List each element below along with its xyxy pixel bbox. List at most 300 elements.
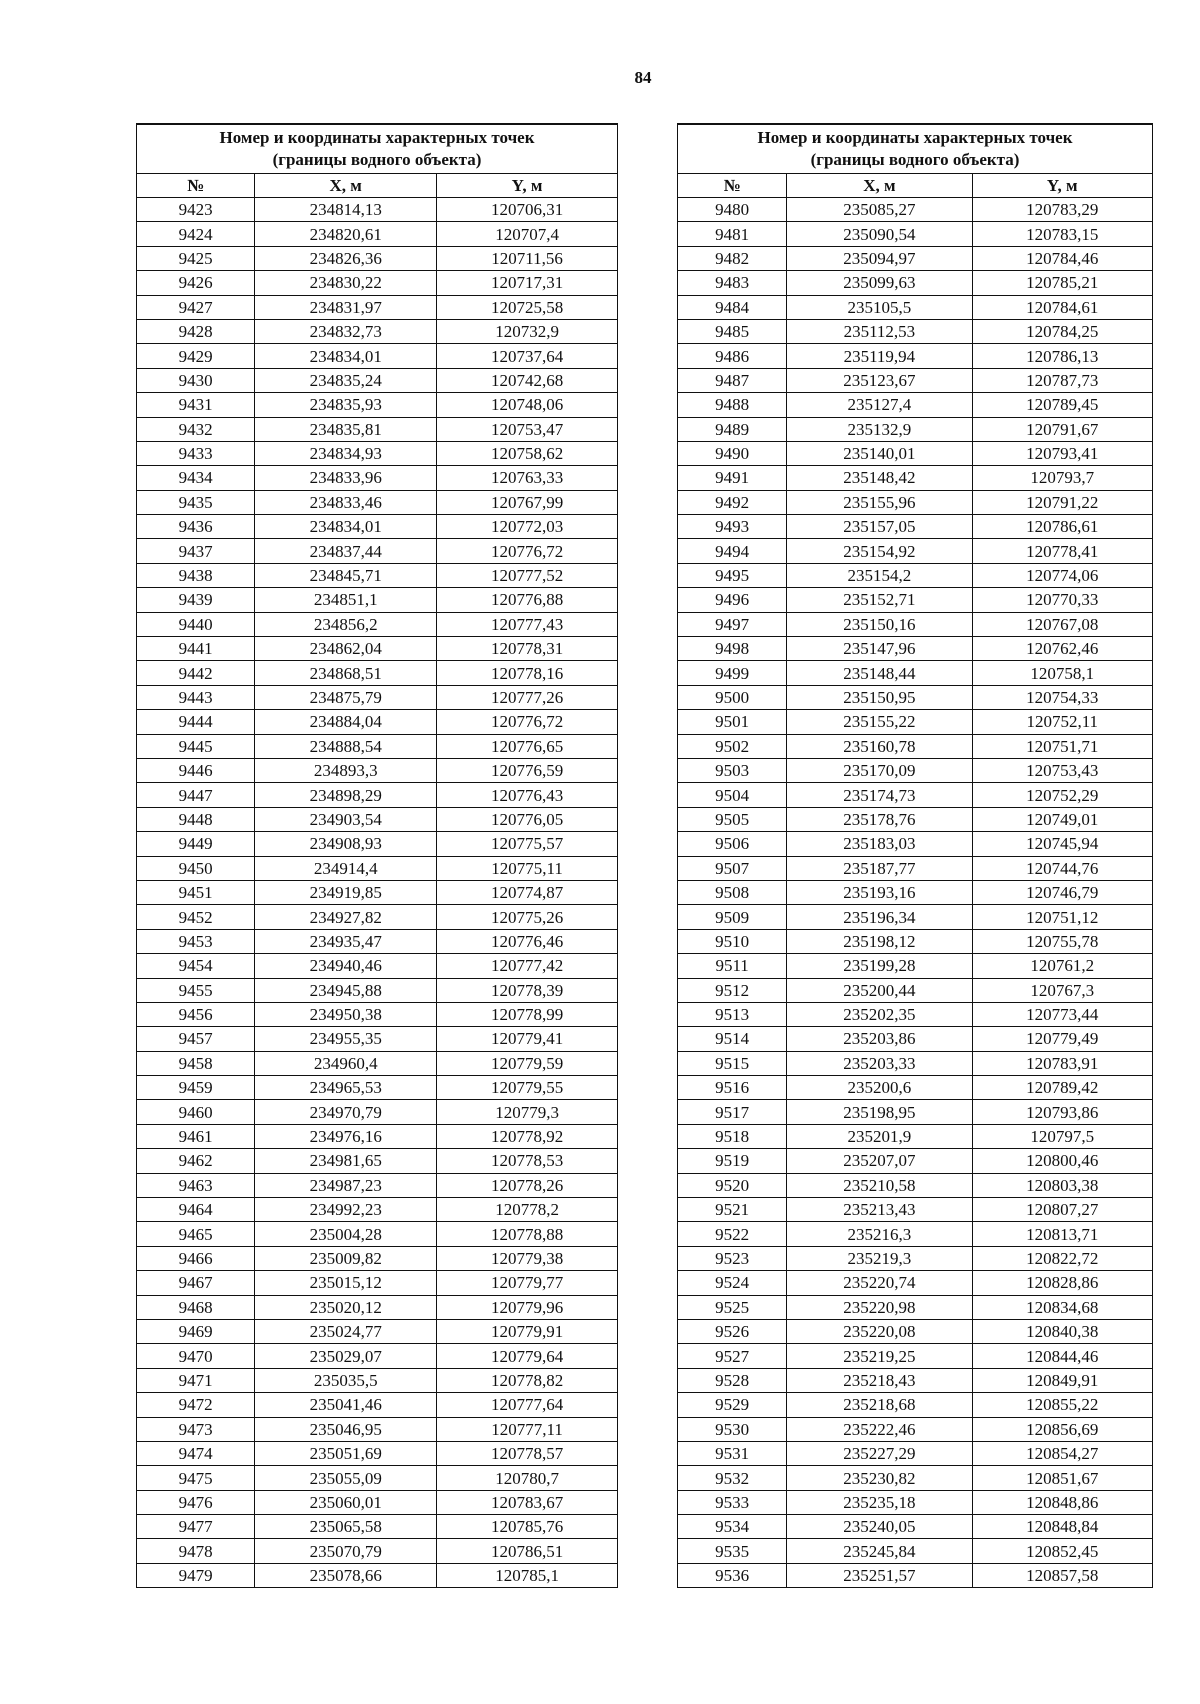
x-coordinate-cell: 234981,65 <box>255 1149 437 1173</box>
table-row <box>678 1002 1153 1026</box>
table-row <box>678 1051 1153 1075</box>
x-coordinate-cell: 234833,46 <box>255 490 437 514</box>
table-row <box>678 490 1153 514</box>
table-row <box>678 758 1153 782</box>
point-number-cell: 9486 <box>678 344 787 368</box>
y-coordinate-cell: 120776,65 <box>437 734 618 758</box>
table-row <box>137 295 618 319</box>
point-number-cell: 9500 <box>678 685 787 709</box>
table-row <box>678 1222 1153 1246</box>
table-row <box>678 368 1153 392</box>
table-row <box>137 515 618 539</box>
x-coordinate-cell: 235020,12 <box>255 1295 437 1319</box>
point-number-cell: 9488 <box>678 393 787 417</box>
y-coordinate-cell: 120751,12 <box>972 905 1153 929</box>
y-coordinate-cell: 120778,39 <box>437 978 618 1002</box>
table-row <box>137 1563 618 1587</box>
point-number-cell: 9517 <box>678 1100 787 1124</box>
x-coordinate-cell: 235178,76 <box>787 807 972 831</box>
point-number-cell: 9443 <box>137 685 255 709</box>
x-coordinate-cell: 235220,74 <box>787 1271 972 1295</box>
y-coordinate-cell: 120767,08 <box>972 612 1153 636</box>
x-coordinate-cell: 235219,25 <box>787 1344 972 1368</box>
x-coordinate-cell: 235170,09 <box>787 758 972 782</box>
y-coordinate-cell: 120851,67 <box>972 1466 1153 1490</box>
table-row <box>137 1368 618 1392</box>
point-number-cell: 9471 <box>137 1368 255 1392</box>
point-number-cell: 9451 <box>137 880 255 904</box>
x-coordinate-cell: 235119,94 <box>787 344 972 368</box>
point-number-cell: 9444 <box>137 710 255 734</box>
point-number-cell: 9481 <box>678 222 787 246</box>
y-coordinate-cell: 120737,64 <box>437 344 618 368</box>
table-row <box>137 563 618 587</box>
x-coordinate-cell: 235123,67 <box>787 368 972 392</box>
table-row <box>137 612 618 636</box>
x-coordinate-cell: 235200,6 <box>787 1076 972 1100</box>
y-coordinate-cell: 120775,57 <box>437 832 618 856</box>
point-number-cell: 9472 <box>137 1393 255 1417</box>
table-row <box>137 1466 618 1490</box>
point-number-cell: 9490 <box>678 441 787 465</box>
x-coordinate-cell: 234851,1 <box>255 588 437 612</box>
y-coordinate-cell: 120777,11 <box>437 1417 618 1441</box>
y-coordinate-cell: 120803,38 <box>972 1173 1153 1197</box>
point-number-cell: 9492 <box>678 490 787 514</box>
x-coordinate-cell: 234950,38 <box>255 1002 437 1026</box>
point-number-cell: 9435 <box>137 490 255 514</box>
y-coordinate-cell: 120753,43 <box>972 758 1153 782</box>
x-coordinate-cell: 234814,13 <box>255 198 437 222</box>
x-coordinate-cell: 234919,85 <box>255 880 437 904</box>
y-coordinate-cell: 120822,72 <box>972 1246 1153 1270</box>
y-coordinate-cell: 120784,25 <box>972 319 1153 343</box>
table-row <box>137 1198 618 1222</box>
y-coordinate-cell: 120779,77 <box>437 1271 618 1295</box>
point-number-cell: 9491 <box>678 466 787 490</box>
point-number-cell: 9437 <box>137 539 255 563</box>
column-header-number: № <box>137 174 255 198</box>
y-coordinate-cell: 120840,38 <box>972 1319 1153 1343</box>
y-coordinate-cell: 120779,41 <box>437 1027 618 1051</box>
y-coordinate-cell: 120856,69 <box>972 1417 1153 1441</box>
y-coordinate-cell: 120849,91 <box>972 1368 1153 1392</box>
x-coordinate-cell: 235203,86 <box>787 1027 972 1051</box>
x-coordinate-cell: 234856,2 <box>255 612 437 636</box>
table-row <box>137 905 618 929</box>
x-coordinate-cell: 235148,44 <box>787 661 972 685</box>
table-row <box>137 1076 618 1100</box>
point-number-cell: 9533 <box>678 1490 787 1514</box>
y-coordinate-cell: 120777,64 <box>437 1393 618 1417</box>
table-row <box>678 222 1153 246</box>
table-row <box>678 393 1153 417</box>
y-coordinate-cell: 120855,22 <box>972 1393 1153 1417</box>
x-coordinate-cell: 235155,96 <box>787 490 972 514</box>
table-row <box>137 368 618 392</box>
y-coordinate-cell: 120793,86 <box>972 1100 1153 1124</box>
x-coordinate-cell: 234820,61 <box>255 222 437 246</box>
table-row <box>137 1100 618 1124</box>
y-coordinate-cell: 120776,59 <box>437 758 618 782</box>
x-coordinate-cell: 235132,9 <box>787 417 972 441</box>
point-number-cell: 9508 <box>678 880 787 904</box>
point-number-cell: 9458 <box>137 1051 255 1075</box>
x-coordinate-cell: 235065,58 <box>255 1515 437 1539</box>
table-row <box>137 319 618 343</box>
x-coordinate-cell: 234992,23 <box>255 1198 437 1222</box>
point-number-cell: 9529 <box>678 1393 787 1417</box>
x-coordinate-cell: 235213,43 <box>787 1198 972 1222</box>
y-coordinate-cell: 120775,26 <box>437 905 618 929</box>
column-header-number: № <box>678 174 787 198</box>
y-coordinate-cell: 120772,03 <box>437 515 618 539</box>
point-number-cell: 9447 <box>137 783 255 807</box>
x-coordinate-cell: 235009,82 <box>255 1246 437 1270</box>
y-coordinate-cell: 120800,46 <box>972 1149 1153 1173</box>
x-coordinate-cell: 235152,71 <box>787 588 972 612</box>
y-coordinate-cell: 120779,3 <box>437 1100 618 1124</box>
y-coordinate-cell: 120777,26 <box>437 685 618 709</box>
y-coordinate-cell: 120791,22 <box>972 490 1153 514</box>
point-number-cell: 9460 <box>137 1100 255 1124</box>
table-row <box>137 1515 618 1539</box>
table-row <box>137 1295 618 1319</box>
table-caption-line-1: Номер и координаты характерных точек <box>219 128 535 147</box>
point-number-cell: 9496 <box>678 588 787 612</box>
point-number-cell: 9431 <box>137 393 255 417</box>
table-row <box>137 1417 618 1441</box>
point-number-cell: 9426 <box>137 271 255 295</box>
table-row <box>137 1319 618 1343</box>
point-number-cell: 9520 <box>678 1173 787 1197</box>
y-coordinate-cell: 120775,11 <box>437 856 618 880</box>
x-coordinate-cell: 235046,95 <box>255 1417 437 1441</box>
x-coordinate-cell: 234914,4 <box>255 856 437 880</box>
table-row <box>137 783 618 807</box>
table-row <box>678 612 1153 636</box>
point-number-cell: 9450 <box>137 856 255 880</box>
x-coordinate-cell: 235193,16 <box>787 880 972 904</box>
point-number-cell: 9453 <box>137 929 255 953</box>
x-coordinate-cell: 234831,97 <box>255 295 437 319</box>
table-row <box>678 1490 1153 1514</box>
y-coordinate-cell: 120854,27 <box>972 1441 1153 1465</box>
table-caption <box>678 124 1153 174</box>
point-number-cell: 9507 <box>678 856 787 880</box>
point-number-cell: 9497 <box>678 612 787 636</box>
x-coordinate-cell: 234835,93 <box>255 393 437 417</box>
point-number-cell: 9468 <box>137 1295 255 1319</box>
x-coordinate-cell: 235094,97 <box>787 246 972 270</box>
table-row <box>678 734 1153 758</box>
point-number-cell: 9438 <box>137 563 255 587</box>
x-coordinate-cell: 235015,12 <box>255 1271 437 1295</box>
y-coordinate-cell: 120785,1 <box>437 1563 618 1587</box>
y-coordinate-cell: 120758,62 <box>437 441 618 465</box>
table-row <box>678 1149 1153 1173</box>
table-caption <box>137 124 618 174</box>
y-coordinate-cell: 120725,58 <box>437 295 618 319</box>
y-coordinate-cell: 120778,26 <box>437 1173 618 1197</box>
y-coordinate-cell: 120776,72 <box>437 539 618 563</box>
table-row <box>137 978 618 1002</box>
table-row <box>137 637 618 661</box>
x-coordinate-cell: 234868,51 <box>255 661 437 685</box>
y-coordinate-cell: 120797,5 <box>972 1124 1153 1148</box>
y-coordinate-cell: 120848,84 <box>972 1515 1153 1539</box>
y-coordinate-cell: 120748,06 <box>437 393 618 417</box>
y-coordinate-cell: 120779,96 <box>437 1295 618 1319</box>
y-coordinate-cell: 120774,06 <box>972 563 1153 587</box>
table-row <box>137 1027 618 1051</box>
y-coordinate-cell: 120754,33 <box>972 685 1153 709</box>
table-row <box>137 222 618 246</box>
y-coordinate-cell: 120746,79 <box>972 880 1153 904</box>
x-coordinate-cell: 235160,78 <box>787 734 972 758</box>
table-row <box>137 954 618 978</box>
x-coordinate-cell: 235199,28 <box>787 954 972 978</box>
point-number-cell: 9441 <box>137 637 255 661</box>
table-row <box>137 880 618 904</box>
table-row <box>137 539 618 563</box>
x-coordinate-cell: 235183,03 <box>787 832 972 856</box>
coordinates-table-right <box>677 123 1153 1588</box>
x-coordinate-cell: 235245,84 <box>787 1539 972 1563</box>
table-row <box>678 685 1153 709</box>
table-row <box>678 1124 1153 1148</box>
point-number-cell: 9487 <box>678 368 787 392</box>
table-row <box>678 198 1153 222</box>
table-row <box>137 710 618 734</box>
point-number-cell: 9474 <box>137 1441 255 1465</box>
page-number: 84 <box>634 68 652 87</box>
point-number-cell: 9467 <box>137 1271 255 1295</box>
y-coordinate-cell: 120711,56 <box>437 246 618 270</box>
y-coordinate-cell: 120776,05 <box>437 807 618 831</box>
table-row <box>137 1246 618 1270</box>
x-coordinate-cell: 235154,2 <box>787 563 972 587</box>
y-coordinate-cell: 120758,1 <box>972 661 1153 685</box>
y-coordinate-cell: 120779,91 <box>437 1319 618 1343</box>
x-coordinate-cell: 234898,29 <box>255 783 437 807</box>
table-row <box>678 856 1153 880</box>
y-coordinate-cell: 120779,55 <box>437 1076 618 1100</box>
x-coordinate-cell: 235196,34 <box>787 905 972 929</box>
table-row <box>678 832 1153 856</box>
table-row <box>137 393 618 417</box>
point-number-cell: 9465 <box>137 1222 255 1246</box>
table-caption-row <box>678 124 1153 174</box>
x-coordinate-cell: 235222,46 <box>787 1417 972 1441</box>
y-coordinate-cell: 120706,31 <box>437 198 618 222</box>
x-coordinate-cell: 235112,53 <box>787 319 972 343</box>
table-row <box>137 1271 618 1295</box>
table-row <box>678 441 1153 465</box>
table-row <box>678 880 1153 904</box>
y-coordinate-cell: 120786,61 <box>972 515 1153 539</box>
table-caption-row <box>137 124 618 174</box>
table-row <box>137 1051 618 1075</box>
x-coordinate-cell: 234837,44 <box>255 539 437 563</box>
point-number-cell: 9427 <box>137 295 255 319</box>
table-row <box>678 1173 1153 1197</box>
point-number-cell: 9511 <box>678 954 787 978</box>
coordinates-table-left <box>136 123 618 1588</box>
column-header-x: X, м <box>255 174 437 198</box>
point-number-cell: 9502 <box>678 734 787 758</box>
y-coordinate-cell: 120785,21 <box>972 271 1153 295</box>
y-coordinate-cell: 120751,71 <box>972 734 1153 758</box>
y-coordinate-cell: 120707,4 <box>437 222 618 246</box>
point-number-cell: 9476 <box>137 1490 255 1514</box>
point-number-cell: 9432 <box>137 417 255 441</box>
table-row <box>678 978 1153 1002</box>
point-number-cell: 9499 <box>678 661 787 685</box>
y-coordinate-cell: 120783,91 <box>972 1051 1153 1075</box>
y-coordinate-cell: 120762,46 <box>972 637 1153 661</box>
point-number-cell: 9430 <box>137 368 255 392</box>
point-number-cell: 9489 <box>678 417 787 441</box>
table-row <box>678 563 1153 587</box>
y-coordinate-cell: 120783,29 <box>972 198 1153 222</box>
x-coordinate-cell: 234834,01 <box>255 344 437 368</box>
point-number-cell: 9516 <box>678 1076 787 1100</box>
y-coordinate-cell: 120732,9 <box>437 319 618 343</box>
point-number-cell: 9457 <box>137 1027 255 1051</box>
x-coordinate-cell: 235105,5 <box>787 295 972 319</box>
point-number-cell: 9485 <box>678 319 787 343</box>
x-coordinate-cell: 235157,05 <box>787 515 972 539</box>
table-row <box>678 1198 1153 1222</box>
x-coordinate-cell: 235055,09 <box>255 1466 437 1490</box>
y-coordinate-cell: 120779,64 <box>437 1344 618 1368</box>
table-row <box>137 490 618 514</box>
table-row <box>678 637 1153 661</box>
x-coordinate-cell: 235207,07 <box>787 1149 972 1173</box>
point-number-cell: 9528 <box>678 1368 787 1392</box>
column-header-y: Y, м <box>437 174 618 198</box>
x-coordinate-cell: 234835,81 <box>255 417 437 441</box>
x-coordinate-cell: 234830,22 <box>255 271 437 295</box>
point-number-cell: 9530 <box>678 1417 787 1441</box>
x-coordinate-cell: 234970,79 <box>255 1100 437 1124</box>
table-row <box>678 1563 1153 1587</box>
y-coordinate-cell: 120779,49 <box>972 1027 1153 1051</box>
table-row <box>678 1246 1153 1270</box>
y-coordinate-cell: 120717,31 <box>437 271 618 295</box>
table-row <box>678 246 1153 270</box>
y-coordinate-cell: 120786,51 <box>437 1539 618 1563</box>
y-coordinate-cell: 120848,86 <box>972 1490 1153 1514</box>
x-coordinate-cell: 234945,88 <box>255 978 437 1002</box>
table-row <box>678 319 1153 343</box>
point-number-cell: 9440 <box>137 612 255 636</box>
table-row <box>678 929 1153 953</box>
table-row <box>678 1417 1153 1441</box>
x-coordinate-cell: 234862,04 <box>255 637 437 661</box>
y-coordinate-cell: 120852,45 <box>972 1539 1153 1563</box>
point-number-cell: 9464 <box>137 1198 255 1222</box>
table-row <box>678 1100 1153 1124</box>
y-coordinate-cell: 120778,57 <box>437 1441 618 1465</box>
x-coordinate-cell: 235060,01 <box>255 1490 437 1514</box>
point-number-cell: 9475 <box>137 1466 255 1490</box>
y-coordinate-cell: 120752,29 <box>972 783 1153 807</box>
table-row <box>137 417 618 441</box>
x-coordinate-cell: 234960,4 <box>255 1051 437 1075</box>
point-number-cell: 9525 <box>678 1295 787 1319</box>
point-number-cell: 9510 <box>678 929 787 953</box>
x-coordinate-cell: 235004,28 <box>255 1222 437 1246</box>
point-number-cell: 9463 <box>137 1173 255 1197</box>
table-row <box>678 1393 1153 1417</box>
column-header-x: X, м <box>787 174 972 198</box>
x-coordinate-cell: 235220,08 <box>787 1319 972 1343</box>
x-coordinate-cell: 234927,82 <box>255 905 437 929</box>
point-number-cell: 9480 <box>678 198 787 222</box>
table-row <box>137 246 618 270</box>
y-coordinate-cell: 120778,16 <box>437 661 618 685</box>
x-coordinate-cell: 235220,98 <box>787 1295 972 1319</box>
x-coordinate-cell: 234834,01 <box>255 515 437 539</box>
x-coordinate-cell: 234935,47 <box>255 929 437 953</box>
x-coordinate-cell: 235201,9 <box>787 1124 972 1148</box>
table-row <box>678 1027 1153 1051</box>
point-number-cell: 9473 <box>137 1417 255 1441</box>
x-coordinate-cell: 235147,96 <box>787 637 972 661</box>
table-row <box>137 1149 618 1173</box>
table-row <box>137 734 618 758</box>
table-row <box>137 758 618 782</box>
point-number-cell: 9425 <box>137 246 255 270</box>
y-coordinate-cell: 120767,3 <box>972 978 1153 1002</box>
point-number-cell: 9535 <box>678 1539 787 1563</box>
point-number-cell: 9518 <box>678 1124 787 1148</box>
table-row <box>678 1539 1153 1563</box>
y-coordinate-cell: 120776,43 <box>437 783 618 807</box>
y-coordinate-cell: 120785,76 <box>437 1515 618 1539</box>
point-number-cell: 9470 <box>137 1344 255 1368</box>
table-row <box>137 661 618 685</box>
column-header-y: Y, м <box>972 174 1153 198</box>
table-row <box>137 832 618 856</box>
point-number-cell: 9521 <box>678 1198 787 1222</box>
x-coordinate-cell: 234833,96 <box>255 466 437 490</box>
x-coordinate-cell: 235127,4 <box>787 393 972 417</box>
point-number-cell: 9514 <box>678 1027 787 1051</box>
y-coordinate-cell: 120828,86 <box>972 1271 1153 1295</box>
table-row <box>137 441 618 465</box>
table-row <box>678 783 1153 807</box>
point-number-cell: 9423 <box>137 198 255 222</box>
point-number-cell: 9527 <box>678 1344 787 1368</box>
x-coordinate-cell: 235085,27 <box>787 198 972 222</box>
point-number-cell: 9531 <box>678 1441 787 1465</box>
table-row <box>678 539 1153 563</box>
y-coordinate-cell: 120778,53 <box>437 1149 618 1173</box>
table-row <box>678 417 1153 441</box>
table-row <box>678 1271 1153 1295</box>
point-number-cell: 9523 <box>678 1246 787 1270</box>
x-coordinate-cell: 235219,3 <box>787 1246 972 1270</box>
y-coordinate-cell: 120780,7 <box>437 1466 618 1490</box>
y-coordinate-cell: 120789,45 <box>972 393 1153 417</box>
y-coordinate-cell: 120749,01 <box>972 807 1153 831</box>
point-number-cell: 9456 <box>137 1002 255 1026</box>
y-coordinate-cell: 120778,92 <box>437 1124 618 1148</box>
table-row <box>678 954 1153 978</box>
